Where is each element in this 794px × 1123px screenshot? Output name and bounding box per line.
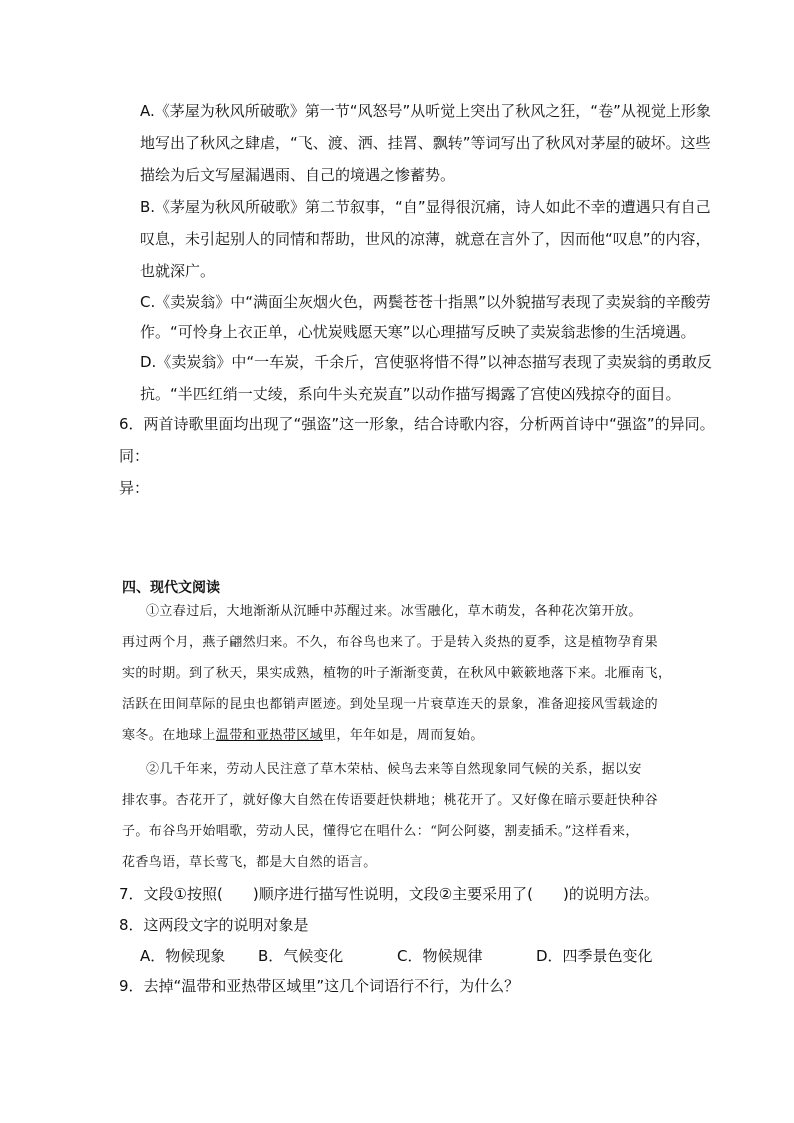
option-a-line-1: A.《茅屋为秋风所破歌》第一节“风怒号”从听觉上突出了秋风之狂，“卷”从视觉上形象	[140, 102, 711, 120]
option-b-line-1: B.《茅屋为秋风所破歌》第二节叙事，“自”显得很沉痛，诗人如此不幸的遭遇只有自己	[140, 198, 711, 216]
option-b-line-3: 也就深广。	[140, 262, 216, 280]
option-d-line-1: D.《卖炭翁》中“一车炭，千余斤，宫使驱将惜不得”以神态描写表现了卖炭翁的勇敢反	[140, 353, 712, 371]
p1-line-4: 活跃在田间草际的昆虫也都销声匿迹。到处呈现一片衰草连天的景象，准备迎接风雪载途的	[122, 697, 659, 712]
option-b-line-2: 叹息，未引起别人的同情和帮助，世风的凉薄，就意在言外了，因而他“叹息”的内容，	[140, 230, 711, 248]
q6-same-label: 同：	[119, 447, 150, 465]
p1-line-3: 实的时期。到了秋天，果实成熟，植物的叶子渐渐变黄，在秋风中簌簌地落下来。北雁南飞，	[122, 666, 672, 681]
question-9: 9．去掉“温带和亚热带区域里”这几个词语行不行，为什么？	[119, 977, 520, 995]
p2-line-3: 子。布谷鸟开始唱歌，劳动人民，懂得它在唱什么：“阿公阿婆，割麦插禾。”这样看来，	[122, 824, 639, 839]
p1-line-5	[122, 727, 484, 745]
p2-line-2: 排农事。杏花开了，就好像大自然在传语要赶快耕地；桃花开了。又好像在暗示要赶快种谷	[122, 793, 659, 808]
p1-line-1: ①立春过后，大地渐渐从沉睡中苏醒过来。冰雪融化，草木萌发，各种花次第开放。	[146, 604, 642, 619]
q6-diff-label: 异：	[119, 479, 150, 497]
p2-line-4: 花香鸟语，草长莺飞，都是大自然的语言。	[122, 855, 377, 870]
question-8: 8．这两段文字的说明对象是	[119, 916, 309, 934]
underlined-phrase: 温带和亚热带区域	[215, 728, 324, 743]
p1-last-pre: 寒冬。在地球上	[122, 728, 216, 743]
q8-choice-d: D．四季景色变化	[536, 947, 653, 965]
p1-last-post: 里，年年如是，周而复始。	[323, 728, 484, 743]
p2-line-1: ②几千年来，劳动人民注意了草木荣枯、候鸟去来等自然现象同气候的关系，据以安	[146, 762, 642, 777]
p1-line-2: 再过两个月，燕子翩然归来。不久，布谷鸟也来了。于是转入炎热的夏季，这是植物孕育果	[122, 635, 659, 650]
section-heading: 四、现代文阅读	[122, 580, 220, 596]
option-a-line-2: 地写出了秋风之肆虐，“飞、渡、洒、挂罥、飘转”等词写出了秋风对茅屋的破坏。这些	[140, 134, 711, 152]
q8-choice-c: C．物候规律	[397, 947, 483, 965]
q8-choice-a: A．物候现象	[140, 947, 226, 965]
q8-choice-b: B．气候变化	[258, 947, 344, 965]
option-c-line-1: C.《卖炭翁》中“满面尘灰烟火色，两鬓苍苍十指黑”以外貌描写表现了卖炭翁的辛酸劳	[140, 293, 711, 311]
option-c-line-2: 作。“可怜身上衣正单，心忧炭贱愿天寒”以心理描写反映了卖炭翁悲惨的生活境遇。	[140, 323, 696, 341]
question-6: 6．两首诗歌里面均出现了“强盗”这一形象，结合诗歌内容，分析两首诗中“强盗”的异同。	[119, 415, 715, 433]
option-a-line-3: 描绘为后文写屋漏遇雨、自己的境遇之惨蓄势。	[140, 166, 456, 184]
question-7: 7．文段①按照( )顺序进行描写性说明，文段②主要采用了( )的说明方法。	[119, 885, 659, 903]
option-d-line-2: 抗。“半匹红绡一丈绫，系向牛头充炭直”以动作描写揭露了宫使凶残掠夺的面目。	[140, 385, 681, 403]
